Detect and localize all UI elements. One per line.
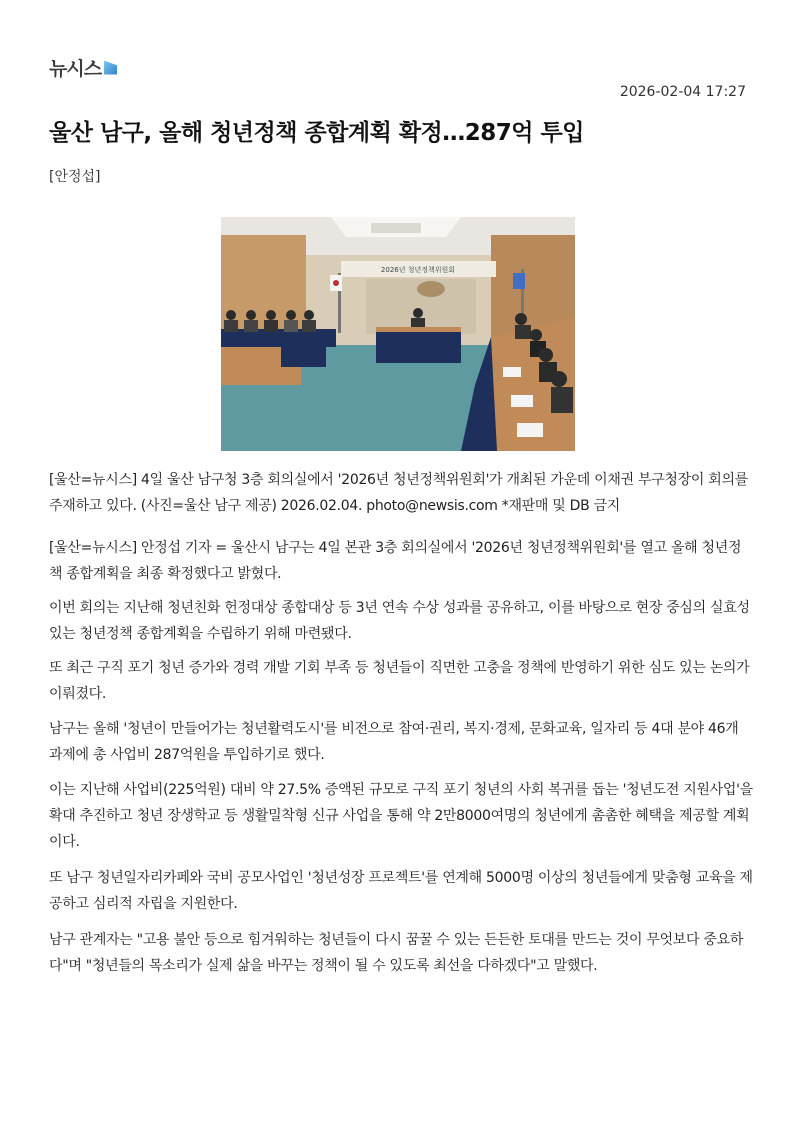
logo-mark-icon	[104, 61, 117, 75]
article-paragraph: 남구는 올해 '청년이 만들어가는 청년활력도시'를 비전으로 참여·권리, 복지·경제, 문화교육, 일자리 등 4대 분야 46개 과제에 총 사업비 287억원을 투입하기로 했다.	[49, 721, 739, 763]
article-paragraph: 또 최근 구직 포기 청년 증가와 경력 개발 기회 부족 등 청년들이 직면한 고충을 정책에 반영하기 위한 심도 있는 논의가 이뤄졌다.	[49, 660, 750, 702]
article-photo	[221, 217, 575, 451]
article-title: 울산 남구, 올해 청년정책 종합계획 확정…287억 투입	[49, 120, 584, 146]
article-byline: [안정섭]	[49, 169, 101, 185]
site-logo[interactable]	[49, 54, 117, 81]
photo-caption: [울산=뉴시스] 4일 울산 남구청 3층 회의실에서 '2026년 청년정책위원회'가 개최된 가운데 이채권 부구청장이 회의를 주재하고 있다. (사진=울산 남구 제공) 2026.02.04. photo@newsis.com *재판매 및 DB 금지	[49, 472, 748, 514]
article-paragraph: 또 남구 청년일자리카페와 국비 공모사업인 '청년성장 프로젝트'를 연계해 5000명 이상의 청년들에게 맞춤형 교육을 제공하고 심리적 자립을 지원한다.	[49, 870, 753, 912]
publish-timestamp: 2026-02-04 17:27	[619, 84, 746, 100]
article-paragraph: 이는 지난해 사업비(225억원) 대비 약 27.5% 증액된 규모로 구직 포기 청년의 사회 복귀를 돕는 '청년도전 지원사업'을 확대 추진하고 청년 장생학교 등 생활밀착형 신규 사업을 통해 약 2만8000여명의 청년에게 촘촘한 혜택을 제공할 계획이다.	[49, 782, 753, 850]
article-paragraph: 남구 관계자는 "고용 불안 등으로 힘겨워하는 청년들이 다시 꿈꿀 수 있는 든든한 토대를 만드는 것이 무엇보다 중요하다"며 "청년들의 목소리가 실제 삶을 바꾸는 정책이 될 수 있도록 최선을 다하겠다"고 말했다.	[49, 932, 744, 974]
article-paragraph: [울산=뉴시스] 안정섭 기자 = 울산시 남구는 4일 본관 3층 회의실에서 '2026년 청년정책위원회'를 열고 올해 청년정책 종합계획을 최종 확정했다고 밝혔다.	[49, 540, 742, 582]
article-paragraph: 이번 회의는 지난해 청년친화 헌정대상 종합대상 등 3년 연속 수상 성과를 공유하고, 이를 바탕으로 현장 중심의 실효성 있는 청년정책 종합계획을 수립하기 위해 마련됐다.	[49, 600, 750, 642]
logo-text: 뉴시스	[49, 58, 102, 80]
banner-text: 2026년 청년정책위원회	[380, 266, 456, 274]
